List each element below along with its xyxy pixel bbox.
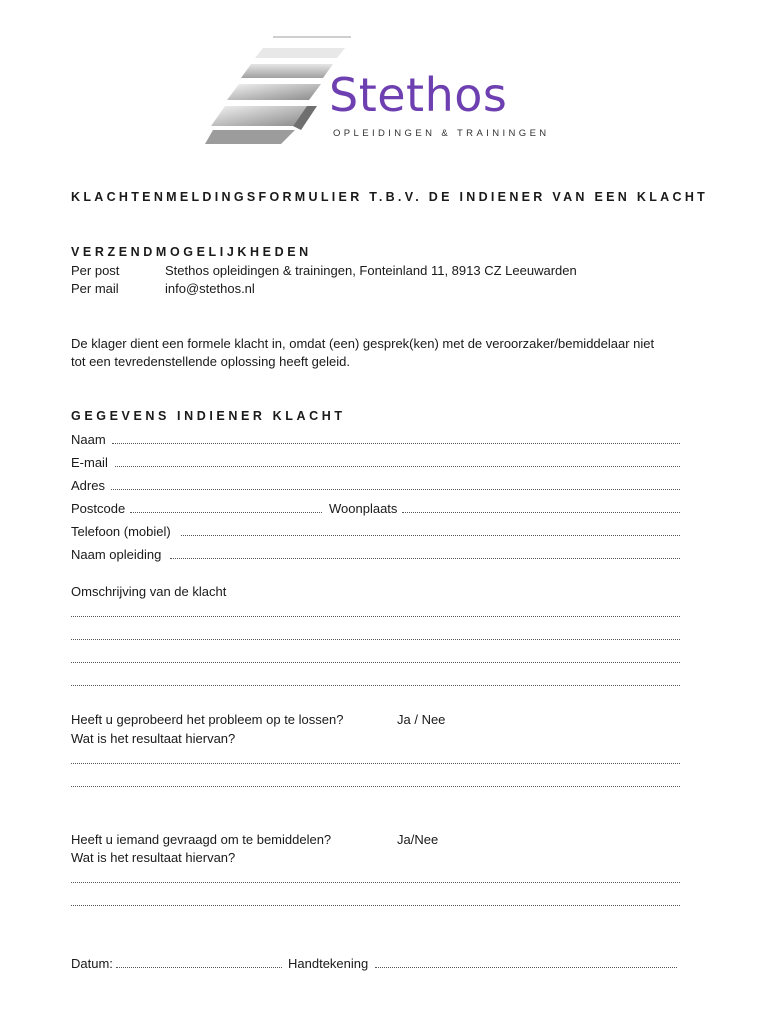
description-line[interactable] [71,682,680,686]
address-label: Adres [71,478,105,493]
question-2-answer[interactable]: Ja/Nee [397,832,439,847]
question-1-result-line[interactable] [71,783,680,787]
question-1-text: Heeft u geprobeerd het probleem op te lossen? [71,712,344,727]
postcode-field[interactable] [130,509,322,513]
email-field[interactable] [115,463,680,467]
signature-label: Handtekening [288,956,369,971]
question-1-result-line[interactable] [71,760,680,764]
description-line[interactable] [71,659,680,663]
question-2-result-label: Wat is het resultaat hiervan? [71,850,236,865]
date-field[interactable] [116,964,282,968]
shipping-heading: VERZENDMOGELIJKHEDEN [71,245,312,259]
intro-text-line-2: tot een tevredenstellende oplossing heeft geleid. [71,354,350,369]
question-1-answer[interactable]: Ja / Nee [397,712,446,727]
form-title: KLACHTENMELDINGSFORMULIER T.B.V. DE INDIENER VAN EEN KLACHT [71,190,709,204]
phone-label: Telefoon (mobiel) [71,524,171,539]
date-label: Datum: [71,956,113,971]
question-2-text: Heeft u iemand gevraagd om te bemiddelen? [71,832,332,847]
intro-text-line-1: De klager dient een formele klacht in, omdat (een) gesprek(ken) met de veroorzaker/bemiddelaar niet [71,336,655,351]
city-field[interactable] [402,509,680,513]
post-label: Per post [71,263,120,278]
brand-tagline: OPLEIDINGEN & TRAININGEN [333,128,550,139]
question-1-result-label: Wat is het resultaat hiervan? [71,731,236,746]
mail-label: Per mail [71,281,119,296]
mail-address[interactable]: info@stethos.nl [165,281,255,296]
question-2-result-line[interactable] [71,902,680,906]
details-heading: GEGEVENS INDIENER KLACHT [71,409,346,423]
course-field[interactable] [170,555,680,559]
course-label: Naam opleiding [71,547,162,562]
description-line[interactable] [71,613,680,617]
phone-field[interactable] [181,532,680,536]
signature-field[interactable] [375,964,677,968]
question-2-result-line[interactable] [71,879,680,883]
name-field[interactable] [112,440,680,444]
description-line[interactable] [71,636,680,640]
brand-name: Stethos [329,68,508,122]
postcode-label: Postcode [71,501,126,516]
description-label: Omschrijving van de klacht [71,584,227,599]
name-label: Naam [71,432,106,447]
city-label: Woonplaats [329,501,398,516]
address-field[interactable] [111,486,680,490]
email-label: E-mail [71,455,108,470]
post-address: Stethos opleidingen & trainingen, Fonteinland 11, 8913 CZ Leeuwarden [165,263,577,278]
